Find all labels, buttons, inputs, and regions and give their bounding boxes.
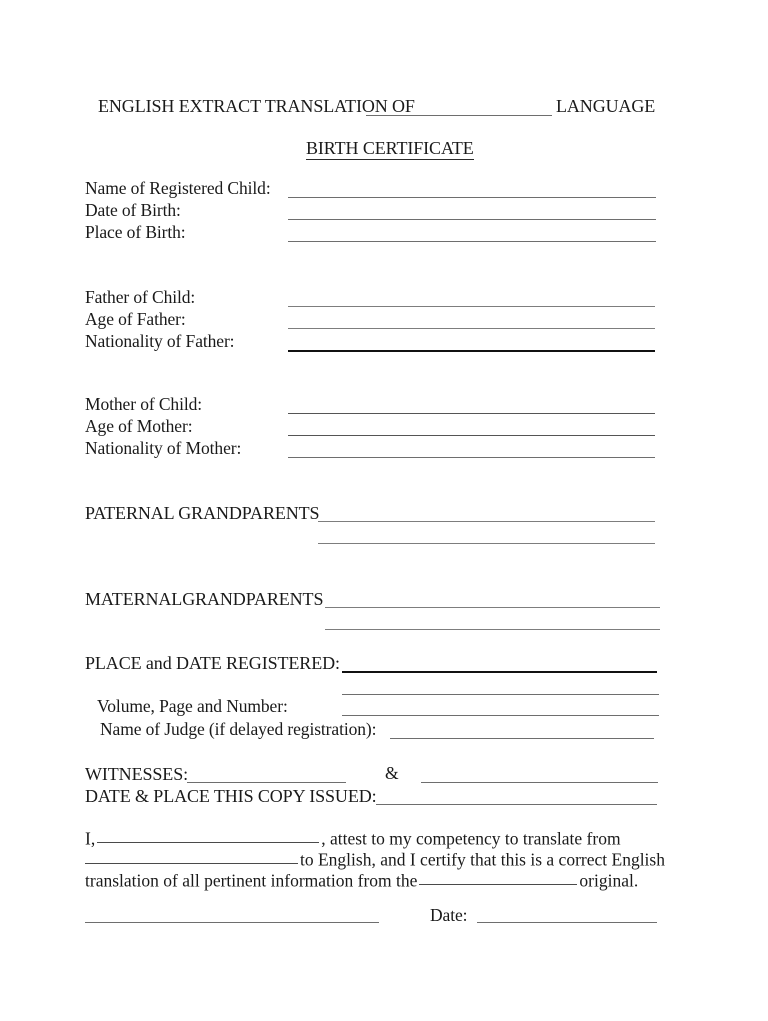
label-date-place-copy-issued-text: DATE & PLACE THIS COPY ISSUED: — [85, 786, 377, 806]
field-mother-of-child[interactable] — [288, 413, 655, 414]
attestation-line-1-prefix: I, — [85, 828, 96, 849]
label-nationality-of-mother — [85, 440, 241, 458]
attestation-line-1-suffix: , attest to my competency to translate from — [321, 828, 621, 849]
field-place-and-date-registered[interactable] — [342, 671, 657, 673]
attestation-line-2-suffix: to English, and I certify that this is a correct English — [300, 849, 665, 870]
field-age-of-father[interactable] — [288, 328, 655, 329]
field-nationality-of-father[interactable] — [288, 350, 655, 352]
attestation-line-1 — [85, 828, 621, 850]
label-signature-date-text: Date: — [430, 905, 468, 925]
label-name-of-judge-text: Name of Judge (if delayed registration): — [100, 719, 377, 739]
witnesses-separator — [385, 765, 399, 783]
page-title — [306, 139, 474, 157]
label-place-of-birth — [85, 224, 186, 242]
label-paternal-grandparents-text: PATERNAL GRANDPARENTS — [85, 503, 320, 523]
label-place-and-date-registered — [85, 654, 340, 672]
field-maternal-grandparents-2[interactable] — [325, 629, 660, 630]
document-title-suffix-text: LANGUAGE — [556, 96, 656, 116]
label-nationality-of-mother-text: Nationality of Mother: — [85, 438, 242, 458]
attestation-line-3 — [85, 870, 638, 892]
witnesses-separator-text: & — [385, 763, 399, 783]
label-place-of-birth-text: Place of Birth: — [85, 222, 186, 242]
attestation-line-3-suffix: original. — [579, 870, 639, 891]
label-father-of-child-text: Father of Child: — [85, 287, 196, 307]
label-signature-date — [430, 907, 467, 925]
field-name-of-registered-child[interactable] — [288, 197, 656, 198]
label-paternal-grandparents — [85, 504, 319, 522]
label-date-place-copy-issued — [85, 787, 377, 805]
field-maternal-grandparents-1[interactable] — [325, 607, 660, 608]
label-mother-of-child-text: Mother of Child: — [85, 394, 203, 414]
label-volume-page-number — [97, 698, 288, 716]
label-maternal-grandparents-text: MATERNALGRANDPARENTS — [85, 589, 324, 609]
field-paternal-grandparents-1[interactable] — [318, 521, 655, 522]
label-father-of-child — [85, 289, 195, 307]
label-place-and-date-registered-text: PLACE and DATE REGISTERED: — [85, 653, 340, 673]
title-language-blank[interactable] — [366, 115, 552, 116]
field-signature-date[interactable] — [477, 922, 657, 923]
field-translator-name[interactable] — [97, 828, 319, 843]
field-place-and-date-registered-continuation[interactable] — [342, 694, 659, 695]
field-father-of-child[interactable] — [288, 306, 655, 307]
label-name-of-judge — [100, 721, 376, 739]
field-source-language-1[interactable] — [85, 849, 298, 864]
field-date-of-birth[interactable] — [288, 219, 656, 220]
document-title-prefix — [98, 97, 415, 115]
document-title-prefix-text: ENGLISH EXTRACT TRANSLATION OF — [98, 96, 415, 116]
field-source-language-2[interactable] — [419, 870, 577, 885]
label-age-of-mother — [85, 418, 192, 436]
label-mother-of-child — [85, 396, 202, 414]
field-witness-1[interactable] — [187, 782, 346, 783]
document-title-suffix — [556, 97, 655, 115]
label-age-of-mother-text: Age of Mother: — [85, 416, 193, 436]
label-maternal-grandparents — [85, 590, 323, 608]
label-name-of-registered-child — [85, 180, 271, 198]
attestation-line-2 — [85, 849, 665, 871]
label-date-of-birth — [85, 202, 181, 220]
field-witness-2[interactable] — [421, 782, 658, 783]
label-age-of-father — [85, 311, 186, 329]
label-witnesses — [85, 765, 188, 783]
label-nationality-of-father-text: Nationality of Father: — [85, 331, 235, 351]
label-age-of-father-text: Age of Father: — [85, 309, 186, 329]
page-title-text: BIRTH CERTIFICATE — [306, 138, 474, 158]
label-nationality-of-father — [85, 333, 234, 351]
label-name-of-registered-child-text: Name of Registered Child: — [85, 178, 271, 198]
label-witnesses-text: WITNESSES: — [85, 764, 189, 784]
field-paternal-grandparents-2[interactable] — [318, 543, 655, 544]
field-nationality-of-mother[interactable] — [288, 457, 655, 458]
label-date-of-birth-text: Date of Birth: — [85, 200, 181, 220]
attestation-line-3-prefix: translation of all pertinent information from the — [85, 870, 418, 891]
field-name-of-judge[interactable] — [390, 738, 654, 739]
field-place-of-birth[interactable] — [288, 241, 656, 242]
field-signature[interactable] — [85, 922, 379, 923]
label-volume-page-number-text: Volume, Page and Number: — [97, 696, 288, 716]
field-date-place-copy-issued[interactable] — [376, 804, 657, 805]
field-volume-page-number[interactable] — [342, 715, 659, 716]
field-age-of-mother[interactable] — [288, 435, 655, 436]
